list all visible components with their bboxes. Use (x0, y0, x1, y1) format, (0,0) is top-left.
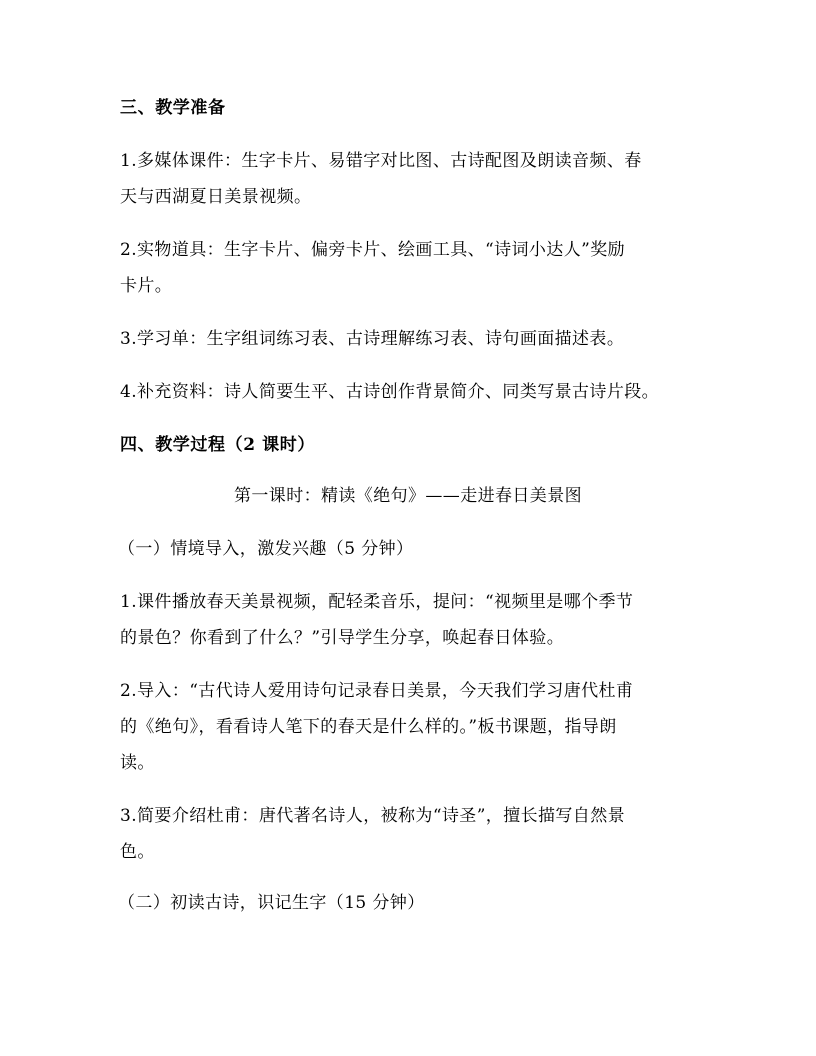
part1-item-3-line-1: 3.简要介绍杜甫：唐代著名诗人，被称为“诗圣”，擅长描写自然景 (120, 806, 626, 826)
part1-item-2-line-2: 的《绝句》，看看诗人笔下的春天是什么样的。”板书课题，指导朗 (120, 717, 617, 737)
prep-item-2-line-2: 卡片。 (120, 276, 173, 296)
prep-item-1-line-2: 天与西湖夏日美景视频。 (120, 187, 312, 207)
section-heading-teaching-process: 四、教学过程（2 课时） (120, 435, 315, 455)
prep-item-3: 3.学习单：生字组词练习表、古诗理解练习表、诗句画面描述表。 (120, 329, 625, 349)
lesson-title: 第一课时：精读《绝句》——走进春日美景图 (234, 486, 582, 506)
part1-item-1-line-1: 1.课件播放春天美景视频，配轻柔音乐，提问：“视频里是哪个季节 (120, 592, 634, 612)
section-heading-teaching-preparation: 三、教学准备 (120, 98, 226, 118)
part1-item-1-line-2: 的景色？你看到了什么？”引导学生分享，唤起春日体验。 (120, 628, 565, 648)
part2-heading: （二）初读古诗，识记生字（15 分钟） (118, 893, 425, 913)
prep-item-2-line-1: 2.实物道具：生字卡片、偏旁卡片、绘画工具、“诗词小达人”奖励 (120, 240, 626, 260)
prep-item-1-line-1: 1.多媒体课件：生字卡片、易错字对比图、古诗配图及朗读音频、春 (120, 151, 642, 171)
part1-item-2-line-1: 2.导入：“古代诗人爱用诗句记录春日美景，今天我们学习唐代杜甫 (120, 681, 634, 701)
part1-item-3-line-2: 色。 (120, 842, 155, 862)
part1-item-2-line-3: 读。 (120, 753, 155, 773)
part1-heading: （一）情境导入，激发兴趣（5 分钟） (118, 539, 414, 559)
prep-item-4: 4.补充资料：诗人简要生平、古诗创作背景简介、同类写景古诗片段。 (120, 382, 660, 402)
